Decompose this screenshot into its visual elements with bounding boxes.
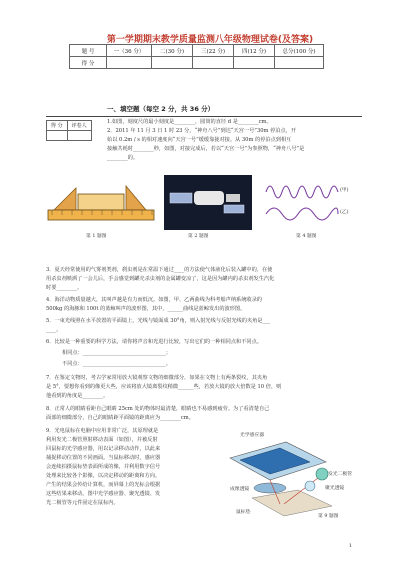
question-4-line: 500kg 的海豚和 100t 的蓝鲸叫声的波形图，其中，______曲线是蓝鲸发出的波形图。 xyxy=(46,306,246,312)
figure-caption: 第 9 题图 xyxy=(318,514,339,519)
wave-label: (乙) xyxy=(340,210,349,215)
score-cell: 四(12 分) xyxy=(234,45,275,57)
condenser-lens-shape xyxy=(305,481,315,491)
figure-label: 聚光透镜 xyxy=(325,486,345,491)
figure-label: 光学感应器 xyxy=(240,433,264,438)
question-9-line: 回鼠标的光学感应器，用以记录移动动作，以此来 xyxy=(46,446,161,452)
set-square-left xyxy=(54,188,76,210)
score-cell: 总分(100 分) xyxy=(275,45,324,57)
score-cell xyxy=(107,57,152,69)
question-9-line: 这些结果来移动。图中光学感应器、聚光透镜、发 xyxy=(46,491,161,497)
score-cell: 得 分 xyxy=(70,57,107,69)
score-cell xyxy=(234,57,275,69)
question-3-line: 用杀虫剂喷洒了一会儿后，手会感觉到罐壳杀虫剂的金属罐变凉了，这是因为罐内的杀虫剂发生汽化 xyxy=(46,276,275,282)
score-cell: 三(22 分) xyxy=(193,45,234,57)
divider xyxy=(46,116,362,117)
grader-table xyxy=(46,120,92,141)
grader-cell xyxy=(47,131,68,141)
wave-label: (甲) xyxy=(340,188,349,193)
question-1: 1.如图，刻度尺的最小刻度是________，圆筒的直径 d 是________cm。 xyxy=(107,119,272,125)
question-2-line: 接触共耗时________秒，如图，对接完成后，若以“天宫一号”为参照物，“神舟八号”是 xyxy=(107,146,305,152)
question-9-line: 9．光电鼠标在电脑中应用非常广泛，其原理就是 xyxy=(46,428,159,434)
figure-caption: 第 4 题图 xyxy=(296,234,317,239)
question-9-line: 会连续拍摄鼠标垫表面所成的像，并利用数字信号 xyxy=(46,464,161,470)
score-cell xyxy=(275,57,324,69)
question-2-line: 始以 0.2m / s 的相对速度向“天宫一号”缓缓靠拢对接。从 30m 的停泊点到相互 xyxy=(107,137,292,143)
solar-panel-left xyxy=(170,193,192,203)
question-8-line: 8．正常人的眼睛看距自己眼睛 25cm 处的物体时最清楚，眼睛也不易感到疲劳。为了看清楚自己 xyxy=(46,406,270,412)
figure-caption: 第 1 题图 xyxy=(86,234,107,239)
shenzhou-module xyxy=(226,194,240,202)
figure-caption: 第 2 题图 xyxy=(188,234,209,239)
question-6-line: 不同点：________________________________。 xyxy=(62,361,171,367)
question-5-line: ____。 xyxy=(46,327,62,333)
ruler-figure xyxy=(46,180,156,225)
question-9-line: 利用发光二极管照射移动表面（如图），并被反射 xyxy=(46,437,158,443)
question-9-line: 产生的结果会传给计算机，而屏幕上的光标会根据 xyxy=(46,482,161,488)
wave-jia xyxy=(266,186,338,198)
question-7-line: 是 5°，要想你看到的像更大些，应该将放大镜离裂纹稍微______些，若放大镜的放大倍数是 10 倍，则 xyxy=(46,384,282,390)
question-6-line: 相同点：________________________________； xyxy=(62,350,171,356)
question-7-line: 他看到的角度是________。 xyxy=(46,393,109,399)
cylinder xyxy=(78,194,124,210)
question-9-line: 处理来比较各个影像，以决定移动的距离和方向。 xyxy=(46,473,161,479)
tiangong-module xyxy=(194,191,224,205)
page-title: 第一学期期末教学质量监测八年级物理试卷(及答案) xyxy=(106,35,314,45)
spacecraft-figure xyxy=(164,175,252,230)
question-2-line: 2．2011 年 11 月 3 日 1 时 23 分，“神舟八号”到达“天宫一号”30m 停泊点，开 xyxy=(107,128,297,134)
score-cell xyxy=(193,57,234,69)
grader-cell: 评卷人 xyxy=(67,121,91,131)
question-9-line: 光二极管等元件固定在鼠标内。 xyxy=(46,500,119,506)
question-3-line: 3．夏天经常使用的气雾剂类剂，刹虫剂是在常温下通过____的方法使气体液化后装入罐中的，在使 xyxy=(46,267,273,273)
score-table xyxy=(69,44,324,69)
score-cell xyxy=(152,57,193,69)
imaging-lens-shape xyxy=(254,483,286,493)
figure-label: 成像透镜 xyxy=(230,487,250,492)
question-6-line: 6．比较是一种重要的科学方法，请你将声音和光进行比较，写出它们的一种相同点和不同点。 xyxy=(46,339,262,345)
question-5-line: 5．一束光线照在水平放置的平面镜上，光线与镜面成 30°角，则入射光线与反射光线的夹角是___ xyxy=(46,318,271,324)
set-square-right xyxy=(126,186,146,210)
led-shape xyxy=(316,468,328,480)
question-7-line: 7．在鉴定文物时，考古学家常用放大镜观察文物的细微部分，如果在文物上有两条裂纹，其夹角 xyxy=(46,375,268,381)
solar-panel-right xyxy=(224,205,244,213)
question-8-line: 面部的细微部分，自己的眼睛距平面镜的距离应为________cm。 xyxy=(46,415,194,421)
grader-cell: 得 分 xyxy=(47,121,68,131)
figure-label: 发光二极管 xyxy=(328,472,352,477)
ruler xyxy=(48,210,154,220)
score-table-value-row xyxy=(70,57,324,69)
question-4-line: 4．海洋动物质量越大，其叫声越是有力而低沉。如图，甲、乙两曲线为科考船声纳系统收录的 xyxy=(46,297,262,303)
question-9-line: 捕捉移动位置的不同画面。当鼠标移动时，感应器 xyxy=(46,455,161,461)
wave-yi xyxy=(266,208,338,220)
score-cell: 二(30 分) xyxy=(152,45,193,57)
question-3-line: 时要________。 xyxy=(46,285,83,291)
score-table-header-row xyxy=(70,45,324,57)
page-number: 1 xyxy=(348,543,352,549)
score-cell: 题 号 xyxy=(70,45,107,57)
section-heading: 一、填空题（每空 2 分，共 36 分） xyxy=(107,105,215,113)
grader-cell xyxy=(67,131,91,141)
score-cell: 一（36 分） xyxy=(107,45,152,57)
question-2-line: ________的。 xyxy=(107,155,139,161)
figure-label: 鼠标垫 xyxy=(236,510,251,515)
